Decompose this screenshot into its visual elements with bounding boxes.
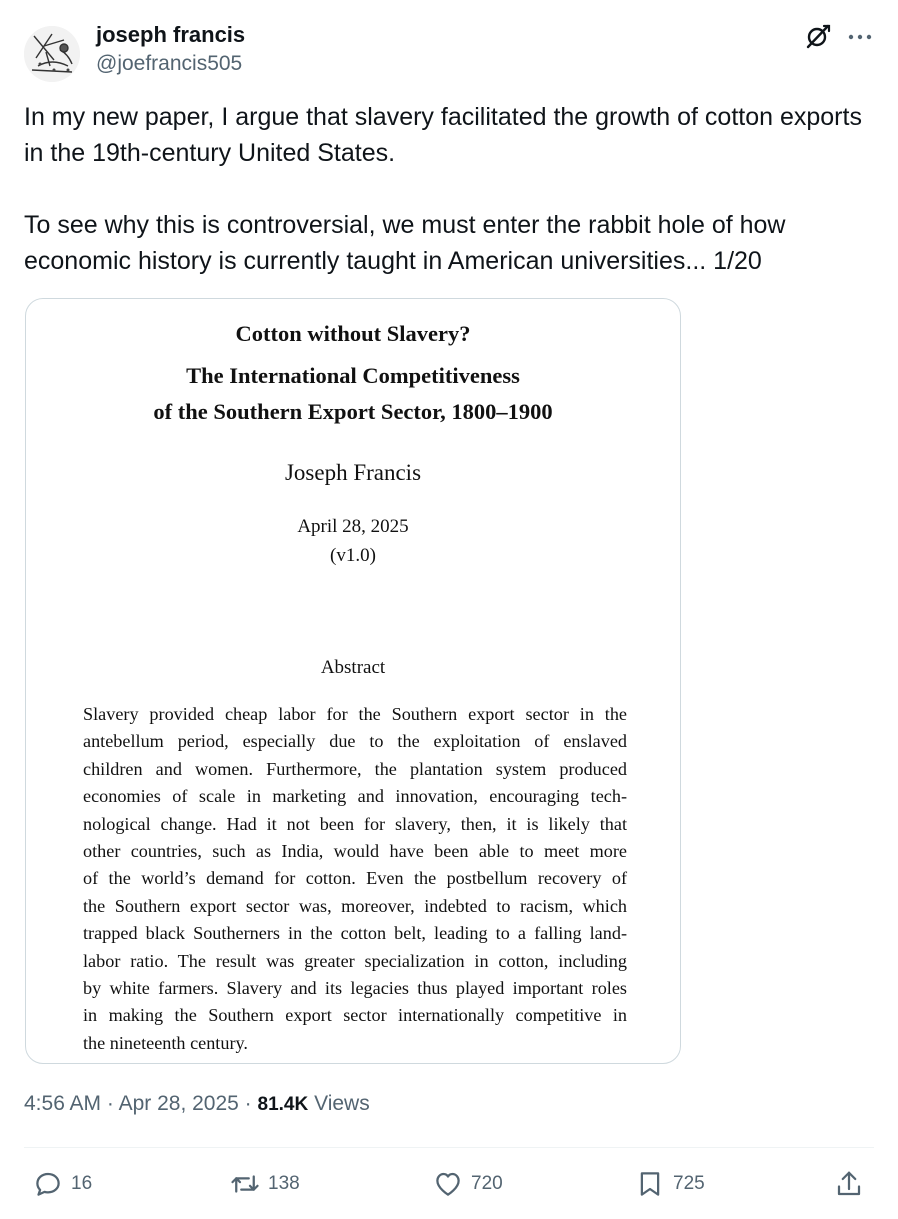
abstract-line: nological change. Had it not been for slavery, then, it is likely that — [83, 813, 627, 834]
views-label: Views — [314, 1092, 370, 1115]
bookmark-button[interactable] — [635, 1166, 705, 1202]
meta-separator: · — [101, 1092, 119, 1115]
repost-button[interactable] — [230, 1166, 300, 1202]
action-bar — [0, 1160, 898, 1208]
repost-count: 138 — [268, 1173, 300, 1194]
abstract-line: children and women. Furthermore, the plantation system produced — [83, 758, 627, 779]
abstract-line: in making the Southern export sector internationally competitive in — [83, 1005, 627, 1026]
attached-image-paper[interactable] — [25, 298, 681, 1064]
paper-version: (v1.0) — [330, 545, 376, 566]
author-display-name[interactable]: joseph francis — [96, 22, 246, 47]
abstract-line: other countries, such as India, would have been able to meet more — [83, 841, 627, 862]
paper-date: April 28, 2025 — [297, 516, 409, 537]
paper-title-line-3: of the Southern Export Sector, 1800–1900 — [153, 399, 553, 424]
like-button[interactable] — [433, 1166, 503, 1202]
more-options-icon[interactable] — [846, 22, 874, 50]
divider — [24, 1147, 874, 1148]
avatar-sketch-icon — [24, 26, 80, 82]
views-count: 81.4K — [257, 1094, 309, 1115]
tweet-date[interactable]: Apr 28, 2025 — [118, 1092, 239, 1115]
reply-icon — [33, 1169, 63, 1199]
abstract-heading: Abstract — [320, 657, 386, 678]
abstract-line: by white farmers. Slavery and its legacies thus played important roles — [83, 978, 627, 999]
abstract-line: antebellum period, especially due to the exploitation of enslaved — [83, 731, 627, 752]
repost-icon — [230, 1169, 260, 1199]
abstract-line: economies of scale in marketing and innovation, encouraging tech- — [83, 786, 627, 807]
abstract-body — [83, 701, 627, 1057]
tweet-paragraph-1: In my new paper, I argue that slavery facilitated the growth of cotton exports in the 19th-century United States. — [24, 103, 862, 167]
meta-separator: · — [238, 1092, 258, 1115]
paper-author: Joseph Francis — [284, 460, 422, 485]
tweet-time[interactable]: 4:56 AM — [24, 1092, 102, 1115]
like-count: 720 — [471, 1173, 503, 1194]
share-icon — [834, 1169, 864, 1199]
tweet-header — [24, 18, 874, 82]
author-handle[interactable]: @joefrancis505 — [96, 52, 243, 75]
tweet-paragraph-2: To see why this is controversial, we must enter the rabbit hole of how economic history is currently taught in American universities... 1/20 — [24, 211, 786, 275]
abstract-line: labor ratio. The result was greater specialization in cotton, including — [83, 950, 627, 971]
reply-button[interactable] — [33, 1166, 92, 1202]
abstract-line: the Southern export sector was, moreover, indebted to racism, which — [83, 895, 627, 916]
abstract-line: the nineteenth century. — [83, 1032, 248, 1053]
grok-icon[interactable] — [804, 22, 832, 50]
bookmark-icon — [635, 1169, 665, 1199]
author-avatar[interactable] — [24, 26, 80, 82]
bookmark-count: 725 — [673, 1173, 705, 1194]
tweet-meta — [24, 1092, 370, 1116]
reply-count: 16 — [71, 1173, 93, 1194]
abstract-line: Slavery provided cheap labor for the Southern export sector in the — [83, 704, 627, 724]
paper-title-line-1: Cotton without Slavery? — [235, 321, 471, 346]
paper-title-line-2: The International Competitiveness — [186, 363, 520, 388]
abstract-line: of the world’s demand for cotton. Even the postbellum recovery of — [83, 868, 627, 889]
share-button[interactable] — [834, 1166, 864, 1202]
abstract-line: trapped black Southerners in the cotton belt, leading to a falling land- — [83, 923, 627, 944]
tweet-text — [24, 99, 874, 279]
heart-icon — [433, 1169, 463, 1199]
